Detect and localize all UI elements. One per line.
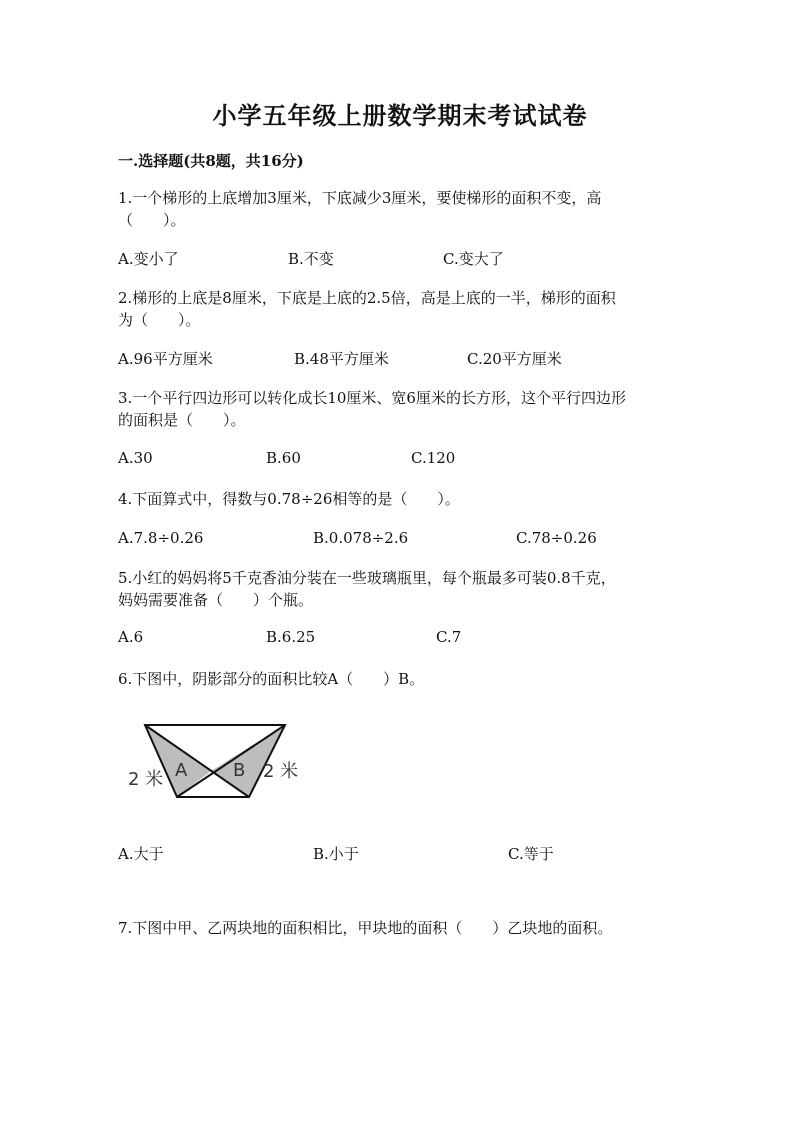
q1-option-c: C.变大了 (443, 250, 504, 268)
question-7 (118, 917, 698, 939)
question-6-line-1: 6.下图中，阴影部分的面积比较A（ ）B。 (118, 670, 425, 688)
q4-option-b: B.0.078÷2.6 (313, 529, 409, 547)
q3-option-b: B.60 (266, 449, 301, 467)
q1-option-b: B.不变 (288, 250, 334, 268)
question-2 (118, 287, 698, 331)
question-4 (118, 488, 698, 510)
q3-option-a: A.30 (118, 449, 153, 467)
question-2-line-1: 2.梯形的上底是8厘米，下底是上底的2.5倍，高是上底的一半，梯形的面积 (118, 289, 616, 307)
section-heading: 一.选择题(共8题，共16分) (118, 152, 304, 170)
q5-option-a: A.6 (118, 628, 144, 646)
question-2-line-2: 为（ ）。 (118, 311, 201, 329)
question-1-line-1: 1.一个梯形的上底增加3厘米，下底减少3厘米，要使梯形的面积不变，高 (118, 189, 602, 207)
page-title: 小学五年级上册数学期末考试试卷 (212, 101, 588, 130)
question-5-line-1: 5.小红的妈妈将5千克香油分装在一些玻璃瓶里，每个瓶最多可装0.8千克， (118, 569, 616, 587)
question-3-line-2: 的面积是（ ）。 (118, 411, 246, 429)
label-a: A (175, 760, 188, 781)
question-5-line-2: 妈妈需要准备（ ）个瓶。 (118, 591, 314, 609)
q6-option-a: A.大于 (118, 845, 164, 863)
q5-option-c: C.7 (436, 628, 462, 646)
label-b: B (233, 760, 246, 781)
q6-option-b: B.小于 (313, 845, 359, 863)
question-1-line-2: （ ）。 (118, 211, 186, 229)
q3-option-c: C.120 (411, 449, 456, 467)
q2-option-a: A.96平方厘米 (118, 350, 213, 368)
q4-option-c: C.78÷0.26 (516, 529, 597, 547)
question-4-line-1: 4.下面算式中，得数与0.78÷26相等的是（ ）。 (118, 490, 460, 508)
question-3 (118, 387, 698, 431)
trapezoid-figure (125, 715, 305, 805)
q4-option-a: A.7.8÷0.26 (118, 529, 204, 547)
q1-option-a: A.变小了 (118, 250, 179, 268)
question-1 (118, 187, 698, 231)
q2-option-b: B.48平方厘米 (294, 350, 389, 368)
question-3-line-1: 3.一个平行四边形可以转化成长10厘米、宽6厘米的长方形，这个平行四边形 (118, 389, 626, 407)
question-5 (118, 567, 698, 611)
right-height-label: 2 米 (263, 761, 299, 782)
question-7-line-1: 7.下图中甲、乙两块地的面积相比，甲块地的面积（ ）乙块地的面积。 (118, 919, 613, 937)
q5-option-b: B.6.25 (266, 628, 316, 646)
q6-option-c: C.等于 (508, 845, 554, 863)
left-height-label: 2 米 (128, 769, 164, 790)
q2-option-c: C.20平方厘米 (467, 350, 562, 368)
question-6 (118, 668, 698, 690)
